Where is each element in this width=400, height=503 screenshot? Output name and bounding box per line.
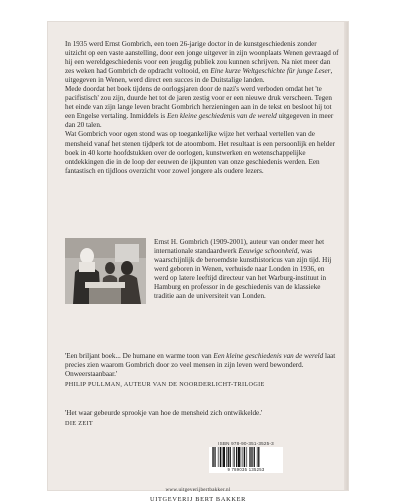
blurb-text bbox=[65, 40, 339, 176]
quote-attribution: DIE ZEIT bbox=[65, 420, 94, 428]
publisher-name: UITGEVERIJ BERT BAKKER bbox=[149, 496, 247, 503]
book-title-dutch: Een kleine geschiedenis van de wereld bbox=[166, 112, 277, 121]
barcode-number: 9 789035 135253 bbox=[227, 467, 265, 472]
author-family-photo-icon bbox=[65, 238, 146, 304]
cover-edge bbox=[344, 22, 348, 490]
isbn-barcode-icon bbox=[211, 447, 281, 467]
review-quote-die-zeit bbox=[65, 409, 341, 428]
blurb-paragraph-1: In 1935 werd Ernst Gombrich, een toen 26-jarige doctor in de kunstgeschiedenis zonder uitzicht op een vaste aanstelling, door een jonge uitgever in zijn woonplaats Wenen gevraagd of hij een wereldgeschiedenis voor een jeugdig publiek zou kunnen schrijven. Na niet meer dan zes weken had Gombrich de opdracht voltooid, en Eine kurze Weltgeschichte für junge Leser, uitgegeven in Wenen, werd direct een succes in de Duitstalige landen. bbox=[65, 40, 339, 85]
quote-text: 'Het waar gebeurde sprookje van hoe de mensheid zich ontwikkelde.' bbox=[65, 409, 263, 417]
barcode bbox=[209, 447, 283, 473]
work-title: Eeuwige schoonheid bbox=[238, 247, 298, 256]
blurb-paragraph-2: Mede doordat het boek tijdens de oorlogsjaren door de nazi's werd verboden omdat het 'te pacifistisch' zou zijn, duurde het tot de jaren zestig voor er een nieuwe druk verscheen. Tegen het einde van zijn lange leven bracht Gombrich herzieningen aan in de tekst en besloot hij tot een Engelse vertaling. Inmiddels is Een kleine geschiedenis van de wereld uitgegeven in meer dan 20 talen. bbox=[65, 85, 334, 130]
quote-text: 'Een briljant boek... De humane en warme toon van Een kleine geschiedenis van de wereld laat precies zien waarom Gombrich door zo veel mensen in zijn leven werd bewonderd. Onweerstaanbaar.' bbox=[65, 352, 336, 379]
book-back-cover bbox=[48, 22, 348, 503]
quote-book-title: Een kleine geschiedenis van de wereld bbox=[213, 352, 324, 360]
review-quote-pullman bbox=[65, 352, 341, 389]
barcode-area bbox=[201, 440, 291, 473]
author-bio: Ernst H. Gombrich (1909-2001), auteur van onder meer het internationale standaardwerk Eeuwige schoonheid, was waarschijnlijk de beroemdste kunsthistoricus van zijn tijd. Hij werd geboren in Wenen, verhuisde naar Londen in 1936, en werd op latere leeftijd directeur van het Warburg-instituut in Hamburg en professor in de geschiedenis van de klassieke traditie aan de universiteit van Londen. bbox=[154, 238, 332, 301]
book-title-german: Eine kurze Weltgeschichte für junge Leser bbox=[210, 67, 331, 76]
isbn-label: ISBN 978-90-351-3525-3 bbox=[218, 441, 274, 446]
quote-attribution: PHILIP PULLMAN, AUTEUR VAN DE NOORDERLICHT-TRILOGIE bbox=[65, 381, 265, 389]
blurb-paragraph-3: Wat Gombrich voor ogen stond was op toegankelijke wijze het verhaal vertellen van de mensheid vanaf het stenen tijdperk tot de atoombom. Het resultaat is een persoonlijk en helder boek in 40 korte hoofdstukken over de oorlogen, kunstwerken en wetenschappelijke ontdekkingen die in de loop der eeuwen de ijkpunten van onze geschiedenis werden. Een fantastisch en tijdloos overzicht voor zowel jongere als oudere lezers. bbox=[65, 130, 335, 175]
author-photo bbox=[65, 238, 146, 304]
publisher-website: www.uitgeverijbertbakker.nl bbox=[165, 487, 231, 493]
